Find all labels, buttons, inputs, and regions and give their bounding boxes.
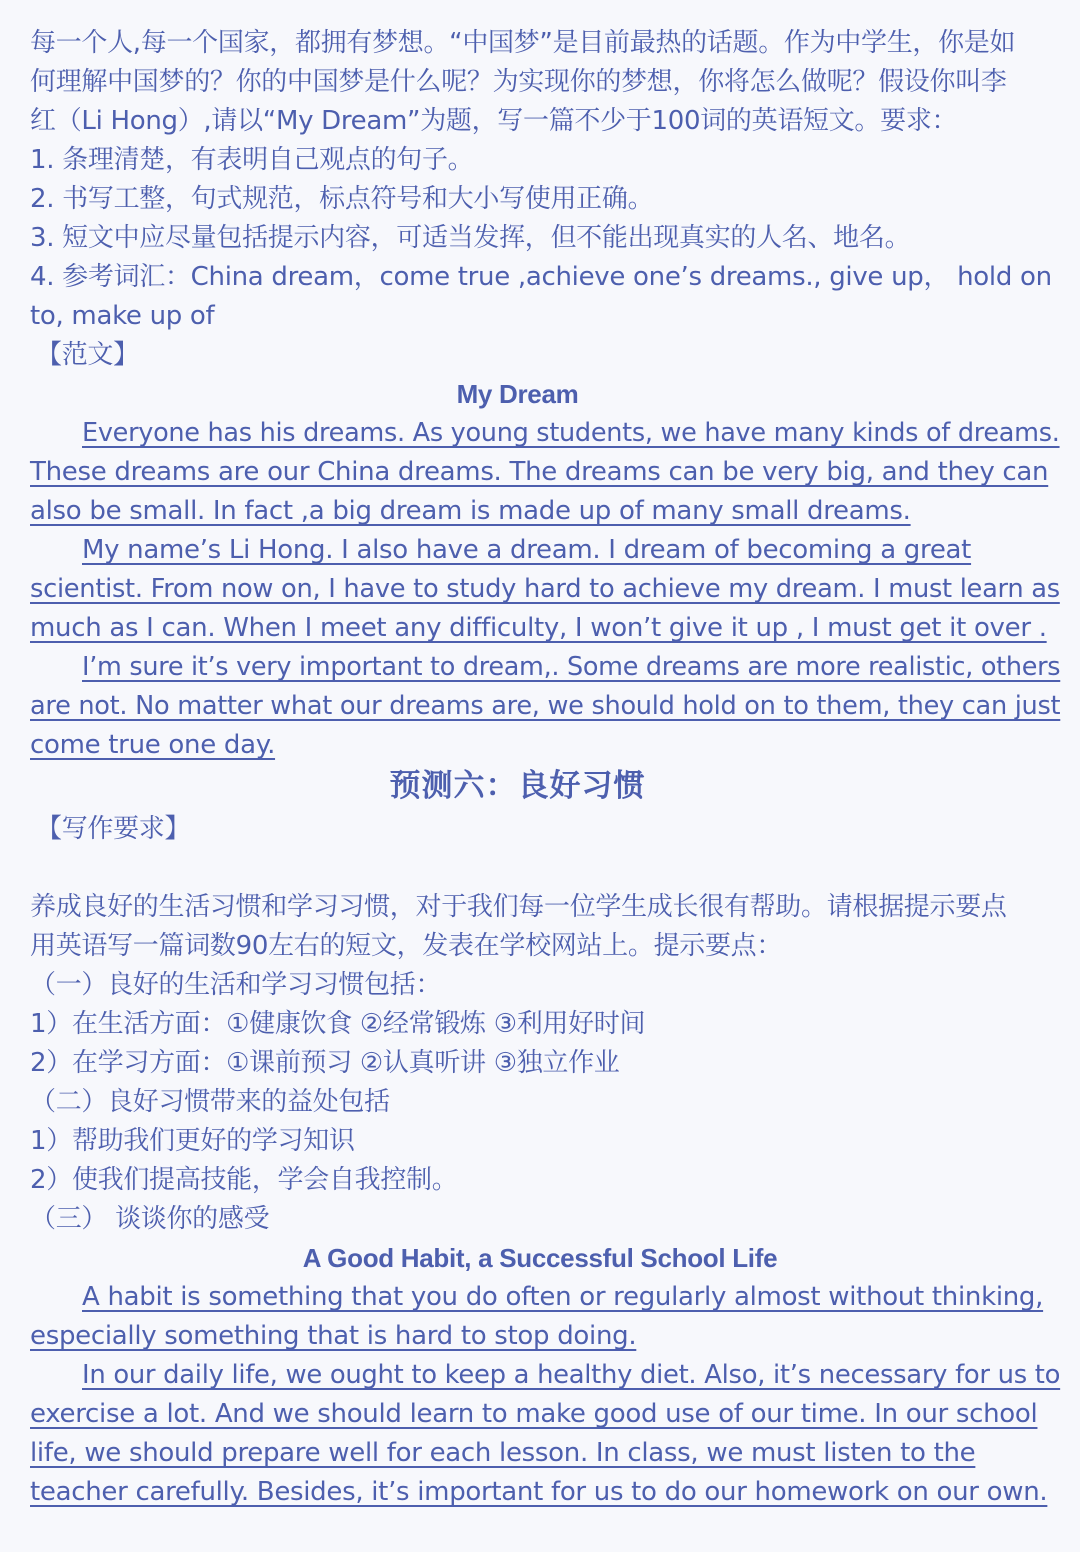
prompt-line: 何理解中国梦的？你的中国梦是什么呢？为实现你的梦想，你将怎么做呢？假设你叫李	[30, 67, 1007, 97]
requirement-item: to, make up of	[30, 301, 215, 331]
essay-line: teacher carefully. Besides, it’s important for us to do our homework on our own.	[30, 1477, 1048, 1507]
essay-line: also be small. In fact ,a big dream is made up of many small dreams.	[30, 496, 911, 526]
essay-line: exercise a lot. And we should learn to make good use of our time. In our school	[30, 1399, 1038, 1429]
section-heading: 预测六：良好习惯	[389, 768, 646, 804]
essay-title: My Dream	[456, 379, 579, 409]
point-item: （二）良好习惯带来的益处包括	[30, 1087, 390, 1117]
requirement-item: 2. 书写工整，句式规范，标点符号和大小写使用正确。	[30, 184, 654, 214]
prompt-line: 红（Li Hong）,请以“My Dream”为题，写一篇不少于100词的英语短文。要求：	[30, 106, 958, 136]
point-item: （一）良好的生活和学习习惯包括：	[30, 970, 442, 1000]
point-item: 1）在生活方面：①健康饮食 ②经常锻炼 ③利用好时间	[30, 1009, 646, 1039]
intro-line: 养成良好的生活习惯和学习习惯，对于我们每一位学生成长很有帮助。请根据提示要点	[30, 892, 1007, 922]
essay-line: scientist. From now on, I have to study hard to achieve my dream. I must learn as	[30, 574, 1060, 604]
point-item: 1）帮助我们更好的学习知识	[30, 1126, 355, 1156]
essay-line: These dreams are our China dreams. The dreams can be very big, and they can	[30, 457, 1049, 487]
essay-line: come true one day.	[30, 730, 276, 760]
essay-line: much as I can. When I meet any difficulty, I won’t give it up , I must get it over .	[30, 613, 1047, 643]
essay-line: Everyone has his dreams. As young students, we have many kinds of dreams.	[82, 418, 1060, 448]
requirement-item: 3. 短文中应尽量包括提示内容，可适当发挥，但不能出现真实的人名、地名。	[30, 223, 911, 253]
point-item: 2）使我们提高技能，学会自我控制。	[30, 1165, 458, 1195]
point-item: （三） 谈谈你的感受	[30, 1204, 270, 1234]
prompt-line: 每一个人,每一个国家，都拥有梦想。“中国梦”是目前最热的话题。作为中学生，你是如	[30, 28, 1016, 58]
essay-line: are not. No matter what our dreams are, we should hold on to them, they can just	[30, 691, 1061, 721]
sample-label: 【范文】	[36, 340, 139, 370]
essay-line: My name’s Li Hong. I also have a dream. I dream of becoming a great	[82, 535, 972, 565]
essay-line: I’m sure it’s very important to dream,. Some dreams are more realistic, others	[82, 652, 1061, 682]
essay-line: In our daily life, we ought to keep a healthy diet. Also, it’s necessary for us to	[82, 1360, 1061, 1390]
essay-line: A habit is something that you do often or regularly almost without thinking,	[82, 1282, 1044, 1312]
intro-line: 用英语写一篇词数90左右的短文，发表在学校网站上。提示要点：	[30, 931, 783, 961]
essay-line: especially something that is hard to stop doing.	[30, 1321, 637, 1351]
requirement-item: 1. 条理清楚，有表明自己观点的句子。	[30, 145, 474, 175]
requirements-label: 【写作要求】	[36, 814, 191, 844]
essay-title: A Good Habit, a Successful School Life	[302, 1243, 778, 1273]
point-item: 2）在学习方面：①课前预习 ②认真听讲 ③独立作业	[30, 1048, 620, 1078]
essay-line: life, we should prepare well for each lesson. In class, we must listen to the	[30, 1438, 976, 1468]
requirement-item: 4. 参考词汇：China dream，come true ,achieve one’s dreams., give up， hold on	[30, 262, 1052, 292]
